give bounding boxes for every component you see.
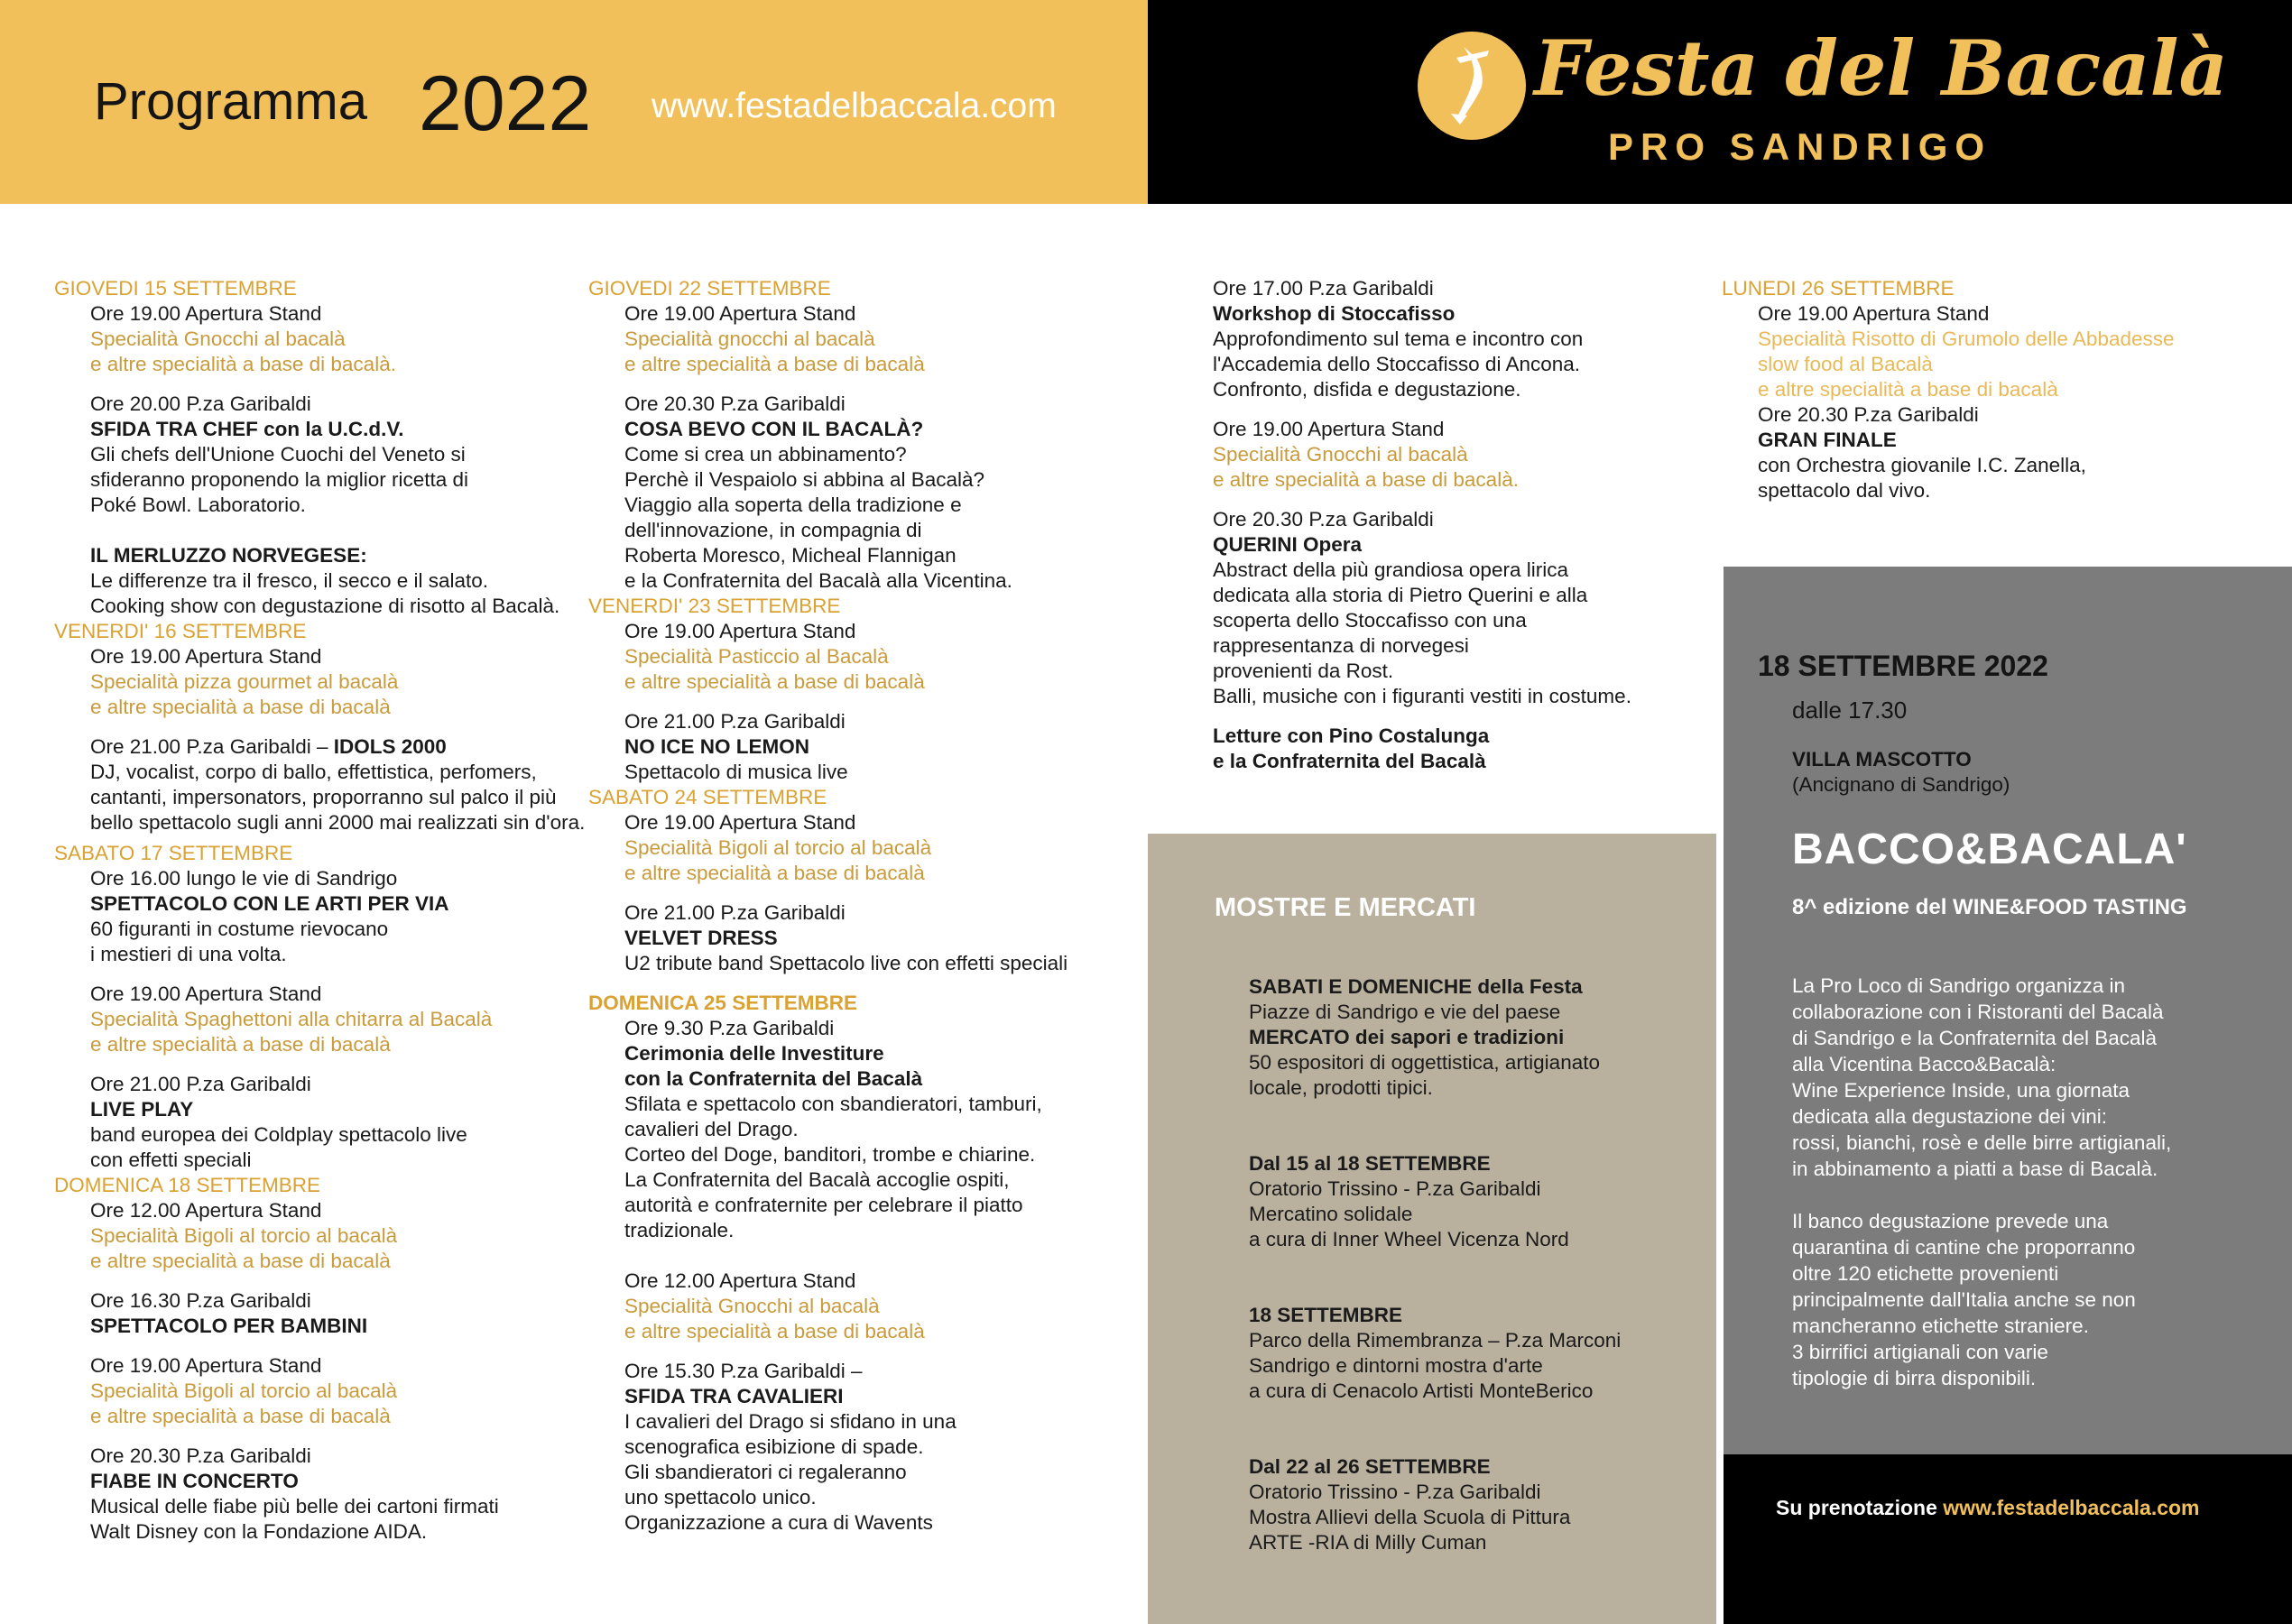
mostre-heading: MERCATO dei sapori e tradizioni (1249, 1026, 1565, 1048)
food-special: e altre specialità a base di bacalà. (1213, 468, 1519, 491)
bacco-venue (1792, 747, 2010, 798)
event-line: e la Confraternita del Bacalà alla Vicentina. (624, 569, 1012, 592)
event-title: SFIDA TRA CHEF con la U.C.d.V. (90, 418, 404, 440)
event-line: Musical delle fiabe più belle dei cartoni firmati (90, 1495, 499, 1518)
venue-name: VILLA MASCOTTO (1792, 748, 1972, 770)
food-special: e altre specialità a base di bacalà (624, 353, 925, 375)
desc-line: collaborazione con i Ristoranti del Bacalà (1792, 1001, 2164, 1023)
event-line: dedicata alla storia di Pietro Querini e alla (1213, 584, 1588, 606)
mostre-line: a cura di Inner Wheel Vicenza Nord (1249, 1228, 1569, 1250)
day-heading: VENERDI' 16 SETTEMBRE (54, 620, 307, 642)
mostre-line: ARTE -RIA di Milly Cuman (1249, 1531, 1487, 1554)
event-line: Ore 19.00 Apertura Stand (624, 302, 856, 325)
desc-line: di Sandrigo e la Confraternita del Bacalà (1792, 1027, 2158, 1049)
cod-fish-logo-icon (1417, 31, 1527, 141)
food-special: Specialità Bigoli al torcio al bacalà (90, 1379, 398, 1402)
event-line: provenienti da Rost. (1213, 660, 1394, 682)
event-title: VELVET DRESS (624, 927, 778, 949)
event-title: LIVE PLAY (90, 1098, 194, 1121)
day-heading: SABATO 24 SETTEMBRE (588, 786, 827, 808)
venue-place: (Ancignano di Sandrigo) (1792, 773, 2010, 796)
mostre-title: MOSTRE E MERCATI (1215, 893, 1476, 922)
event-line: I cavalieri del Drago si sfidano in una (624, 1410, 957, 1433)
mostre-line: a cura di Cenacolo Artisti MonteBerico (1249, 1379, 1594, 1402)
event-line: Ore 15.30 P.za Garibaldi – (624, 1360, 863, 1382)
mostre-line: 50 espositori di oggettistica, artigianato (1249, 1051, 1600, 1074)
programma-label: Programma (94, 72, 367, 131)
mostre-mercati-panel (1148, 834, 1716, 1624)
desc-line: alla Vicentina Bacco&Bacalà: (1792, 1053, 2056, 1075)
event-line: Ore 16.00 lungo le vie di Sandrigo (90, 867, 398, 890)
event-line: Ore 9.30 P.za Garibaldi (624, 1017, 835, 1039)
event-line: dell'innovazione, in compagnia di (624, 519, 922, 541)
event-line: Spettacolo di musica live (624, 761, 848, 783)
mostre-heading: SABATI E DOMENICHE della Festa (1249, 975, 1583, 998)
food-special: e altre specialità a base di bacalà (624, 670, 925, 693)
bacco-title: BACCO&BACALA' (1792, 826, 2187, 873)
event-line: Ore 12.00 Apertura Stand (624, 1269, 856, 1292)
event-line: Gli chefs dell'Unione Cuochi del Veneto si (90, 443, 466, 466)
event-title: SFIDA TRA CAVALIERI (624, 1385, 844, 1407)
desc-line: 3 birrifici artigianali con varie (1792, 1341, 2048, 1363)
event-title: IDOLS 2000 (333, 735, 447, 758)
event-title: SPETTACOLO CON LE ARTI PER VIA (90, 892, 449, 915)
desc-line: principalmente dall'Italia anche se non (1792, 1288, 2136, 1311)
event-title: Letture con Pino Costalunga (1213, 724, 1490, 747)
food-special: Specialità Pasticcio al Bacalà (624, 645, 889, 668)
booking-link[interactable]: www.festadelbaccala.com (1943, 1496, 2200, 1519)
event-line: i mestieri di una volta. (90, 943, 287, 965)
event-line: La Confraternita del Bacalà accoglie ospiti, (624, 1168, 1010, 1191)
event-line: Ore 19.00 Apertura Stand (1758, 302, 1990, 325)
event-line: sfideranno proponendo la miglior ricetta di (90, 468, 468, 491)
day-heading: SABATO 17 SETTEMBRE (54, 842, 293, 864)
event-title: IL MERLUZZO NORVEGESE: (90, 544, 367, 567)
mostre-line: Parco della Rimembranza – P.za Marconi (1249, 1329, 1622, 1352)
event-line: Ore 20.30 P.za Garibaldi (1213, 508, 1434, 531)
event-line: Ore 12.00 Apertura Stand (90, 1199, 322, 1222)
event-line: Perchè il Vespaiolo si abbina al Bacalà? (624, 468, 985, 491)
event-line: Ore 19.00 Apertura Stand (90, 1354, 322, 1377)
event-line: DJ, vocalist, corpo di ballo, effettistica, perfomers, (90, 761, 537, 783)
booking-label: Su prenotazione (1776, 1496, 1944, 1519)
event-line: U2 tribute band Spettacolo live con effetti speciali (624, 952, 1068, 974)
event-line: Ore 20.30 P.za Garibaldi (1758, 403, 1979, 426)
event-line: 60 figuranti in costume rievocano (90, 918, 389, 940)
event-line: Cooking show con degustazione di risotto al Bacalà. (90, 595, 560, 617)
mostre-line: Oratorio Trissino - P.za Garibaldi (1249, 1177, 1541, 1200)
mostre-line: Mercatino solidale (1249, 1203, 1413, 1225)
event-line: Ore 20.30 P.za Garibaldi (624, 392, 846, 415)
bacco-date: 18 SETTEMBRE 2022 (1758, 650, 2048, 682)
event-line: bello spettacolo sugli anni 2000 mai realizzati sin d'ora. (90, 811, 586, 834)
desc-line: mancheranno etichette straniere. (1792, 1315, 2089, 1337)
event-line: Walt Disney con la Fondazione AIDA. (90, 1520, 428, 1543)
event-line: Confronto, disfida e degustazione. (1213, 378, 1521, 401)
day-heading: LUNEDI 26 SETTEMBRE (1722, 277, 1955, 300)
bacco-description (1792, 973, 2171, 1391)
schedule-column-4 (1722, 276, 2175, 503)
event-line: uno spettacolo unico. (624, 1486, 817, 1509)
event-line: Le differenze tra il fresco, il secco e il salato. (90, 569, 489, 592)
event-line: Ore 17.00 P.za Garibaldi (1213, 277, 1434, 300)
food-special: Specialità gnocchi al bacalà (624, 328, 875, 350)
event-title: QUERINI Opera (1213, 533, 1363, 556)
food-special: Specialità Bigoli al torcio al bacalà (624, 836, 932, 859)
day-heading: GIOVEDI 15 SETTEMBRE (54, 277, 297, 300)
event-line: Abstract della più grandiosa opera lirica (1213, 558, 1568, 581)
desc-line: quarantina di cantine che proporranno (1792, 1236, 2136, 1259)
event-line: Ore 21.00 P.za Garibaldi (624, 901, 846, 924)
food-special: Specialità Gnocchi al bacalà (624, 1295, 880, 1317)
day-heading: VENERDI' 23 SETTEMBRE (588, 595, 841, 617)
schedule-column-2 (588, 276, 1067, 1536)
event-line: autorità e confraternite per celebrare il piatto (624, 1194, 1023, 1216)
event-line: con Orchestra giovanile I.C. Zanella, (1758, 454, 2086, 476)
event-line: Gli sbandieratori ci regaleranno (624, 1461, 907, 1483)
event-line: Ore 19.00 Apertura Stand (90, 302, 322, 325)
event-line: Ore 21.00 P.za Garibaldi (90, 1073, 311, 1095)
food-special: e altre specialità a base di bacalà (90, 1033, 391, 1056)
event-line: cavalieri del Drago. (624, 1118, 799, 1140)
event-line: scenografica esibizione di spade. (624, 1435, 924, 1458)
booking-bar (1724, 1454, 2292, 1624)
event-line: Ore 19.00 Apertura Stand (90, 645, 322, 668)
programma-year: 2022 (419, 60, 592, 147)
bacco-bacala-panel (1724, 567, 2292, 1454)
event-line: band europea dei Coldplay spettacolo live (90, 1123, 467, 1146)
logo-subtitle: PRO SANDRIGO (1608, 125, 1992, 168)
bacco-edition: 8^ edizione del WINE&FOOD TASTING (1792, 895, 2187, 919)
event-title: con la Confraternita del Bacalà (624, 1067, 923, 1090)
food-special: slow food al Bacalà (1758, 353, 1933, 375)
event-line: Organizzazione a cura di Wavents (624, 1511, 933, 1534)
food-special: e altre specialità a base di bacalà (90, 1405, 391, 1427)
desc-line: oltre 120 etichette provenienti (1792, 1262, 2059, 1285)
food-special: Specialità Spaghettoni alla chitarra al Bacalà (90, 1008, 493, 1030)
event-line: Ore 21.00 P.za Garibaldi (624, 710, 846, 733)
event-line: spettacolo dal vivo. (1758, 479, 1931, 502)
food-special: Specialità Risotto di Grumolo delle Abbadesse (1758, 328, 2175, 350)
mostre-heading: 18 SETTEMBRE (1249, 1304, 1403, 1326)
booking-text (1776, 1496, 2200, 1520)
event-line: Viaggio alla soperta della tradizione e (624, 494, 962, 516)
food-special: e altre specialità a base di bacalà (90, 1250, 391, 1272)
mostre-line: Piazze di Sandrigo e vie del paese (1249, 1001, 1561, 1023)
food-special: Specialità Gnocchi al bacalà (1213, 443, 1468, 466)
event-line: Ore 19.00 Apertura Stand (90, 983, 322, 1005)
event-title: Workshop di Stoccafisso (1213, 302, 1456, 325)
event-line: Ore 20.00 P.za Garibaldi (90, 392, 311, 415)
event-line: Poké Bowl. Laboratorio. (90, 494, 306, 516)
mostre-line: Sandrigo e dintorni mostra d'arte (1249, 1354, 1543, 1377)
day-heading: DOMENICA 18 SETTEMBRE (54, 1174, 321, 1196)
event-title: FIABE IN CONCERTO (90, 1470, 299, 1492)
schedule-column-1 (54, 276, 585, 1545)
event-line: l'Accademia dello Stoccafisso di Ancona. (1213, 353, 1581, 375)
desc-line: Wine Experience Inside, una giornata (1792, 1079, 2130, 1102)
desc-line: Il banco degustazione prevede una (1792, 1210, 2109, 1232)
logo-name: Festa del Bacalà (1534, 23, 2228, 113)
event-title: NO ICE NO LEMON (624, 735, 810, 758)
mostre-heading: Dal 22 al 26 SETTEMBRE (1249, 1455, 1491, 1478)
desc-line: tipologie di birra disponibili. (1792, 1367, 2037, 1389)
event-line: Approfondimento sul tema e incontro con (1213, 328, 1584, 350)
event-line: Ore 19.00 Apertura Stand (624, 811, 856, 834)
bacco-time: dalle 17.30 (1792, 697, 1908, 724)
event-line: Ore 16.30 P.za Garibaldi (90, 1289, 311, 1312)
event-title: COSA BEVO CON IL BACALÀ? (624, 418, 924, 440)
mostre-line: Oratorio Trissino - P.za Garibaldi (1249, 1481, 1541, 1503)
desc-line: in abbinamento a piatti a base di Bacalà. (1792, 1158, 2158, 1180)
day-heading: DOMENICA 25 SETTEMBRE (588, 992, 857, 1014)
mostre-line: Mostra Allievi della Scuola di Pittura (1249, 1506, 1571, 1528)
event-line: Ore 19.00 Apertura Stand (1213, 418, 1445, 440)
event-title: Cerimonia delle Investiture (624, 1042, 884, 1065)
event-line: Sfilata e spettacolo con sbandieratori, tamburi, (624, 1093, 1042, 1115)
header-website-link[interactable]: www.festadelbaccala.com (652, 87, 1057, 125)
event-title: SPETTACOLO PER BAMBINI (90, 1315, 368, 1337)
event-line: scoperta dello Stoccafisso con una (1213, 609, 1527, 632)
food-special: e altre specialità a base di bacalà (624, 862, 925, 884)
desc-line: dedicata alla degustazione dei vini: (1792, 1105, 2107, 1128)
event-line: cantanti, impersonators, proporranno sul palco il più (90, 786, 557, 808)
event-line: con effetti speciali (90, 1149, 252, 1171)
event-line: rappresentanza di norvegesi (1213, 634, 1469, 657)
food-special: e altre specialità a base di bacalà (90, 696, 391, 718)
food-special: Specialità pizza gourmet al bacalà (90, 670, 399, 693)
food-special: e altre specialità a base di bacalà (1758, 378, 2058, 401)
event-title: GRAN FINALE (1758, 429, 1897, 451)
event-title: e la Confraternita del Bacalà (1213, 750, 1486, 772)
schedule-column-3 (1213, 276, 1631, 774)
desc-line: La Pro Loco di Sandrigo organizza in (1792, 974, 2125, 997)
event-line: Ore 19.00 Apertura Stand (624, 620, 856, 642)
mostre-list (1249, 974, 1621, 1555)
desc-line: rossi, bianchi, rosè e delle birre artigianali, (1792, 1131, 2172, 1154)
food-special: Specialità Bigoli al torcio al bacalà (90, 1224, 398, 1247)
event-line (54, 734, 585, 760)
event-line: Come si crea un abbinamento? (624, 443, 907, 466)
event-line: Corteo del Doge, banditori, trombe e chiarine. (624, 1143, 1036, 1166)
mostre-line: locale, prodotti tipici. (1249, 1076, 1433, 1099)
event-line: Balli, musiche con i figuranti vestiti in costume. (1213, 685, 1631, 707)
food-special: Specialità Gnocchi al bacalà (90, 328, 346, 350)
event-line: Roberta Moresco, Micheal Flannigan (624, 544, 957, 567)
food-special: e altre specialità a base di bacalà. (90, 353, 396, 375)
event-line: tradizionale. (624, 1219, 735, 1241)
event-time: Ore 21.00 P.za Garibaldi – (90, 735, 334, 758)
food-special: e altre specialità a base di bacalà (624, 1320, 925, 1343)
mostre-heading: Dal 15 al 18 SETTEMBRE (1249, 1152, 1491, 1175)
event-line: Ore 20.30 P.za Garibaldi (90, 1444, 311, 1467)
day-heading: GIOVEDI 22 SETTEMBRE (588, 277, 831, 300)
